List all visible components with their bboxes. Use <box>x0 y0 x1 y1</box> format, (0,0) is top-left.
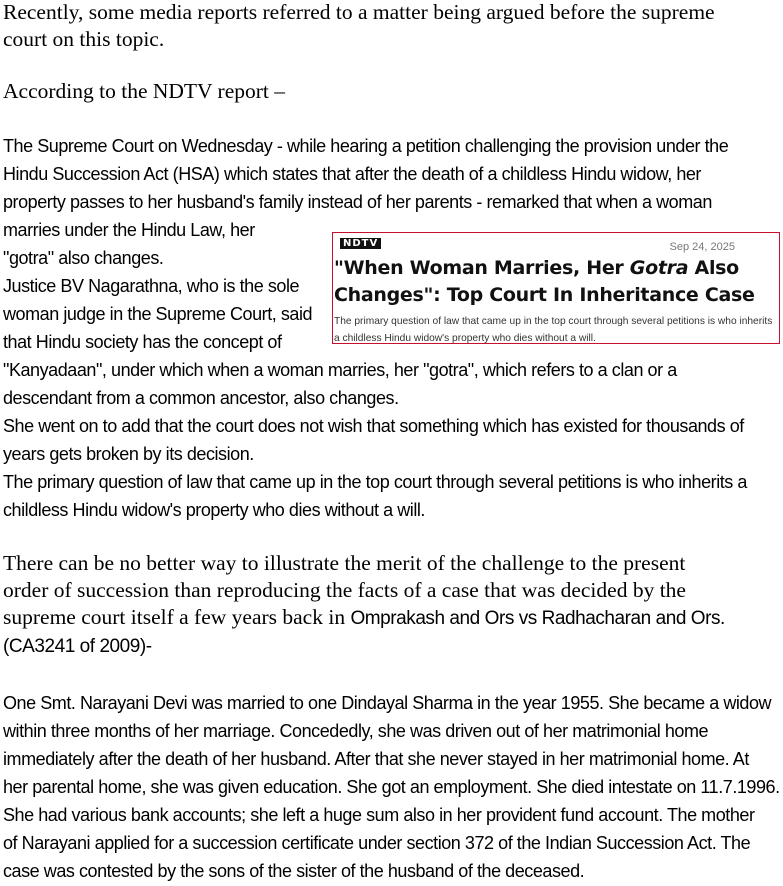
quote-line: Justice BV Nagarathna, who is the sole <box>3 276 300 296</box>
quote-line: property passes to her husband's family instead of her parents - remarked that when a woman <box>3 192 712 212</box>
facts-line: within three months of her marriage. Concededly, she was driven out of her matrimonial home <box>3 721 709 741</box>
article-date: Sep 24, 2025 <box>669 241 735 253</box>
case-name: Omprakash and Ors vs Radhacharan and Ors. <box>350 608 725 629</box>
illustrate-line-3-serif: supreme court itself a few years back in <box>3 605 351 629</box>
quote-line: Hindu Succession Act (HSA) which states that after the death of a childless Hindu widow, her <box>3 164 701 184</box>
quote-line: "Kanyadaan", under which when a woman marries, her "gotra", which refers to a clan or a <box>3 360 677 380</box>
facts-line: She had various bank accounts; she left a huge sum also in her provident fund account. The mother <box>3 805 755 825</box>
intro-line-1: Recently, some media reports referred to a matter being argued before the supreme <box>3 0 715 24</box>
headline-part-2: Also Changes": Top Court In Inheritance Case <box>334 257 755 306</box>
quote-line: The primary question of law that came up in the top court through several petitions is who inherits a <box>3 472 747 492</box>
article-summary: The primary question of law that came up in the top court through several petitions is who inherits a childless Hindu widow's property who dies without a will. <box>334 316 773 344</box>
intro-line-2: court on this topic. <box>3 27 165 51</box>
ndtv-article-clipping <box>332 232 780 344</box>
illustrate-paragraph <box>3 550 781 661</box>
headline-part-1: "When Woman Marries, Her <box>334 257 630 279</box>
facts-line: immediately after the death of her husband. After that she never stayed in her matrimonial home. At <box>3 749 749 769</box>
quote-line: "gotra" also changes. <box>3 248 164 268</box>
quote-line: that Hindu society has the concept of <box>3 332 282 352</box>
article-headline <box>334 255 774 309</box>
quote-line: woman judge in the Supreme Court, said <box>3 304 313 324</box>
illustrate-line-1: There can be no better way to illustrate the merit of the challenge to the present <box>3 551 686 575</box>
facts-line: her parental home, she was given education. She got an employment. She died intestate on 11.7.1996. <box>3 777 780 797</box>
facts-line: of Narayani applied for a succession certificate under section 372 of the Indian Succession Act. The <box>3 833 751 853</box>
according-line <box>3 78 781 105</box>
illustrate-line-3 <box>3 604 781 633</box>
quote-line: She went on to add that the court does not wish that something which has existed for thousands of <box>3 416 744 436</box>
quote-line: descendant from a common ancestor, also changes. <box>3 388 399 408</box>
headline-italic: Gotra <box>629 257 689 279</box>
facts-line: case was contested by the sons of the sister of the husband of the deceased. <box>3 861 585 881</box>
facts-line: One Smt. Narayani Devi was married to one Dindayal Sharma in the year 1955. She became a widow <box>3 693 772 713</box>
ndtv-logo: NDTV <box>340 238 381 249</box>
illustrate-line-2: order of succession than reproducing the facts of a case that was decided by the <box>3 578 686 602</box>
quote-line: childless Hindu widow's property who dies without a will. <box>3 500 425 520</box>
facts-paragraph <box>3 689 781 885</box>
quote-line: years gets broken by its decision. <box>3 444 254 464</box>
intro-paragraph <box>3 0 781 53</box>
according-text: According to the NDTV report – <box>3 79 286 103</box>
quote-line: The Supreme Court on Wednesday - while hearing a petition challenging the provision under the <box>3 136 729 156</box>
case-number: (CA3241 of 2009)- <box>3 636 152 657</box>
quote-line: marries under the Hindu Law, her <box>3 220 255 240</box>
